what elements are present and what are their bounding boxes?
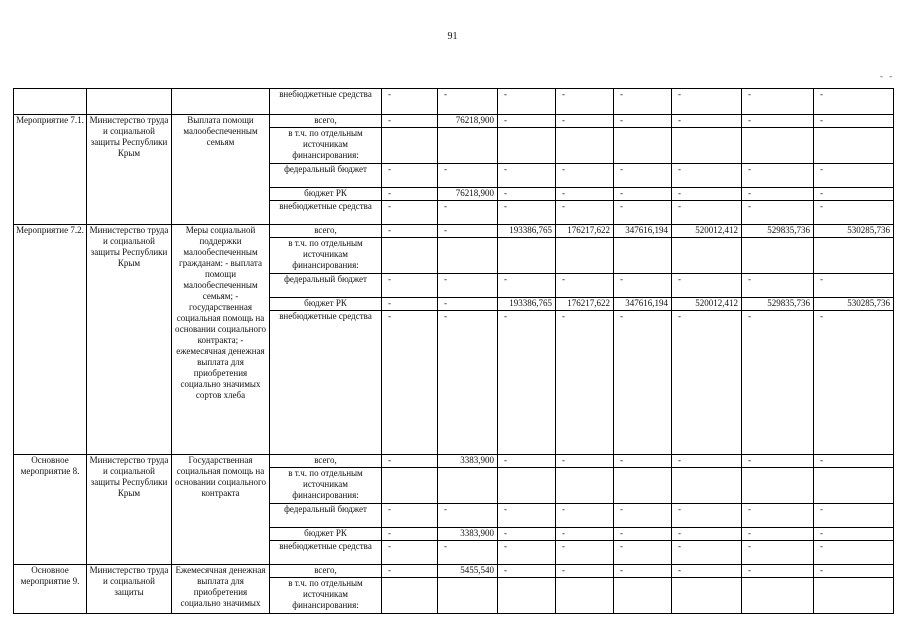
row-value-6: - (672, 541, 742, 565)
row-value-2: - (438, 504, 498, 528)
row-value-6: - (672, 528, 742, 541)
row-value-4: - (556, 274, 614, 298)
activity-name: Основное мероприятие 8. (14, 455, 87, 565)
row-value-5: - (614, 311, 672, 455)
row-value-2: 76218,900 (438, 115, 498, 128)
row-value-4 (556, 578, 614, 614)
row-value-3: 193386,765 (498, 225, 556, 238)
row-value-8: - (814, 311, 894, 455)
row-value-4: - (556, 201, 614, 225)
row-value-1 (382, 128, 438, 164)
row-value-4: - (556, 89, 614, 115)
row-value-7 (742, 238, 814, 274)
row-value-2: 5455,540 (438, 565, 498, 578)
source-cell: федеральный бюджет (270, 164, 382, 188)
row-value-3: - (498, 201, 556, 225)
row-value-3: - (498, 188, 556, 201)
row-value-7: 529835,736 (742, 298, 814, 311)
row-value-2: 76218,900 (438, 188, 498, 201)
source-cell: внебюджетные средства (270, 89, 382, 115)
row-value-1: - (382, 311, 438, 455)
row-value-7: - (742, 274, 814, 298)
row-value-4: - (556, 455, 614, 468)
row-value-5: 347616,194 (614, 298, 672, 311)
row-value-7: 529835,736 (742, 225, 814, 238)
row-value-6: - (672, 311, 742, 455)
source-cell: федеральный бюджет (270, 504, 382, 528)
row-value-8: - (814, 115, 894, 128)
executor: Министерство труда и социальной защиты Республики Крым (87, 115, 172, 225)
row-value-1: - (382, 89, 438, 115)
row-value-6: 520012,412 (672, 225, 742, 238)
row-value-6 (672, 128, 742, 164)
row-value-8: - (814, 89, 894, 115)
row-value-2: - (438, 164, 498, 188)
row-value-4: - (556, 565, 614, 578)
row-value-1: - (382, 504, 438, 528)
source-cell: внебюджетные средства (270, 311, 382, 455)
row-value-4: - (556, 504, 614, 528)
source-cell: в т.ч. по отдельным источникам финансирования: (270, 128, 382, 164)
row-value-4 (556, 238, 614, 274)
row-value-1: - (382, 565, 438, 578)
row-value-6 (672, 578, 742, 614)
row-value-2: - (438, 541, 498, 565)
row-value-2 (438, 238, 498, 274)
row-value-2: 3383,900 (438, 455, 498, 468)
executor: Министерство труда и социальной защиты Республики Крым (87, 225, 172, 455)
row-value-5: - (614, 541, 672, 565)
executor-cell (87, 89, 172, 115)
row-value-6: 520012,412 (672, 298, 742, 311)
row-value-8 (814, 128, 894, 164)
row-value-8: - (814, 528, 894, 541)
source-cell: в т.ч. по отдельным источникам финансирования: (270, 578, 382, 614)
row-value-8: 530285,736 (814, 225, 894, 238)
row-value-7: - (742, 541, 814, 565)
row-value-5 (614, 238, 672, 274)
row-value-4: - (556, 115, 614, 128)
row-value-7: - (742, 201, 814, 225)
row-value-5: - (614, 504, 672, 528)
financing-table (13, 88, 894, 614)
row-value-6: - (672, 504, 742, 528)
title-cell (172, 89, 270, 115)
activity-cell (14, 89, 87, 115)
row-value-2 (438, 128, 498, 164)
row-value-7 (742, 468, 814, 504)
row-value-5: - (614, 115, 672, 128)
row-value-8: - (814, 504, 894, 528)
row-value-2: - (438, 274, 498, 298)
row-value-2: 3383,900 (438, 528, 498, 541)
row-value-6: - (672, 274, 742, 298)
row-value-7 (742, 128, 814, 164)
row-value-5: - (614, 565, 672, 578)
source-cell: всего, (270, 565, 382, 578)
row-value-1 (382, 578, 438, 614)
row-value-7: - (742, 528, 814, 541)
activity-title: Ежемесячная денежная выплата для приобретения социально значимых (172, 565, 270, 614)
row-value-8 (814, 468, 894, 504)
source-cell: всего, (270, 455, 382, 468)
row-value-6: - (672, 565, 742, 578)
activity-name: Мероприятие 7.2. (14, 225, 87, 455)
row-value-1: - (382, 164, 438, 188)
row-value-7: - (742, 188, 814, 201)
row-value-6: - (672, 115, 742, 128)
row-value-7: - (742, 311, 814, 455)
row-value-2: - (438, 201, 498, 225)
row-value-6: - (672, 455, 742, 468)
row-value-1: - (382, 541, 438, 565)
row-value-1: - (382, 115, 438, 128)
row-value-4: 176217,622 (556, 225, 614, 238)
row-value-8: - (814, 274, 894, 298)
row-value-1: - (382, 225, 438, 238)
row-value-4: - (556, 528, 614, 541)
source-cell: федеральный бюджет (270, 274, 382, 298)
executor: Министерство труда и социальной защиты (87, 565, 172, 614)
row-value-8: - (814, 541, 894, 565)
row-value-2: - (438, 298, 498, 311)
row-value-3 (498, 238, 556, 274)
row-value-5 (614, 468, 672, 504)
source-cell: всего, (270, 115, 382, 128)
activity-title: Государственная социальная помощь на основании социального контракта (172, 455, 270, 565)
row-value-6 (672, 238, 742, 274)
row-value-5: - (614, 455, 672, 468)
row-value-4: - (556, 188, 614, 201)
table-row (14, 455, 894, 468)
row-value-8 (814, 578, 894, 614)
source-cell: в т.ч. по отдельным источникам финансирования: (270, 468, 382, 504)
row-value-3: - (498, 541, 556, 565)
row-value-4: - (556, 311, 614, 455)
row-value-5: - (614, 528, 672, 541)
row-value-6 (672, 468, 742, 504)
row-value-6: - (672, 201, 742, 225)
activity-name: Мероприятие 7.1. (14, 115, 87, 225)
row-value-6: - (672, 188, 742, 201)
row-value-3: - (498, 274, 556, 298)
row-value-8: - (814, 164, 894, 188)
row-value-1 (382, 468, 438, 504)
source-cell: бюджет РК (270, 188, 382, 201)
row-value-7: - (742, 455, 814, 468)
table-row (14, 565, 894, 578)
row-value-4: - (556, 541, 614, 565)
source-cell: всего, (270, 225, 382, 238)
row-value-5: - (614, 188, 672, 201)
row-value-8: - (814, 201, 894, 225)
row-value-8: 530285,736 (814, 298, 894, 311)
row-value-3 (498, 578, 556, 614)
row-value-7: - (742, 565, 814, 578)
row-value-2 (438, 578, 498, 614)
executor: Министерство труда и социальной защиты Республики Крым (87, 455, 172, 565)
row-value-1 (382, 238, 438, 274)
corner-mark: - - (880, 71, 895, 81)
row-value-4 (556, 468, 614, 504)
row-value-3 (498, 468, 556, 504)
table-row (14, 225, 894, 238)
row-value-4: 176217,622 (556, 298, 614, 311)
page-number: 91 (447, 31, 458, 42)
row-value-5 (614, 578, 672, 614)
row-value-5 (614, 128, 672, 164)
activity-name: Основное мероприятие 9. (14, 565, 87, 614)
activity-title: Выплата помощи малообеспеченным семьям (172, 115, 270, 225)
row-value-5: - (614, 201, 672, 225)
row-value-2 (438, 468, 498, 504)
row-value-8 (814, 238, 894, 274)
activity-title: Меры социальной поддержки малообеспеченным гражданам: - выплата помощи малообеспеченным семьям; - государственная социальная помощь на основании социального контракта; - ежемесячная денежная выплата для приобретения социально значимых сортов хлеба (172, 225, 270, 455)
row-value-3: - (498, 528, 556, 541)
row-value-1: - (382, 298, 438, 311)
row-value-5: - (614, 164, 672, 188)
row-value-8: - (814, 188, 894, 201)
row-value-7 (742, 578, 814, 614)
source-cell: внебюджетные средства (270, 201, 382, 225)
table-row (14, 115, 894, 128)
row-value-3: 193386,765 (498, 298, 556, 311)
table-row (14, 89, 894, 115)
row-value-2: - (438, 225, 498, 238)
row-value-3: - (498, 89, 556, 115)
row-value-7: - (742, 115, 814, 128)
row-value-3: - (498, 115, 556, 128)
row-value-7: - (742, 164, 814, 188)
row-value-2: - (438, 311, 498, 455)
source-cell: внебюджетные средства (270, 541, 382, 565)
row-value-1: - (382, 528, 438, 541)
row-value-6: - (672, 89, 742, 115)
row-value-6: - (672, 164, 742, 188)
row-value-8: - (814, 565, 894, 578)
row-value-3: - (498, 311, 556, 455)
source-cell: бюджет РК (270, 298, 382, 311)
row-value-1: - (382, 274, 438, 298)
row-value-5: 347616,194 (614, 225, 672, 238)
row-value-4 (556, 128, 614, 164)
row-value-2: - (438, 89, 498, 115)
source-cell: в т.ч. по отдельным источникам финансирования: (270, 238, 382, 274)
row-value-5: - (614, 89, 672, 115)
row-value-3: - (498, 504, 556, 528)
row-value-1: - (382, 455, 438, 468)
row-value-1: - (382, 188, 438, 201)
row-value-8: - (814, 455, 894, 468)
row-value-1: - (382, 201, 438, 225)
row-value-5: - (614, 274, 672, 298)
row-value-3: - (498, 565, 556, 578)
row-value-3 (498, 128, 556, 164)
row-value-4: - (556, 164, 614, 188)
source-cell: бюджет РК (270, 528, 382, 541)
row-value-7: - (742, 89, 814, 115)
row-value-7: - (742, 504, 814, 528)
row-value-3: - (498, 164, 556, 188)
row-value-3: - (498, 455, 556, 468)
